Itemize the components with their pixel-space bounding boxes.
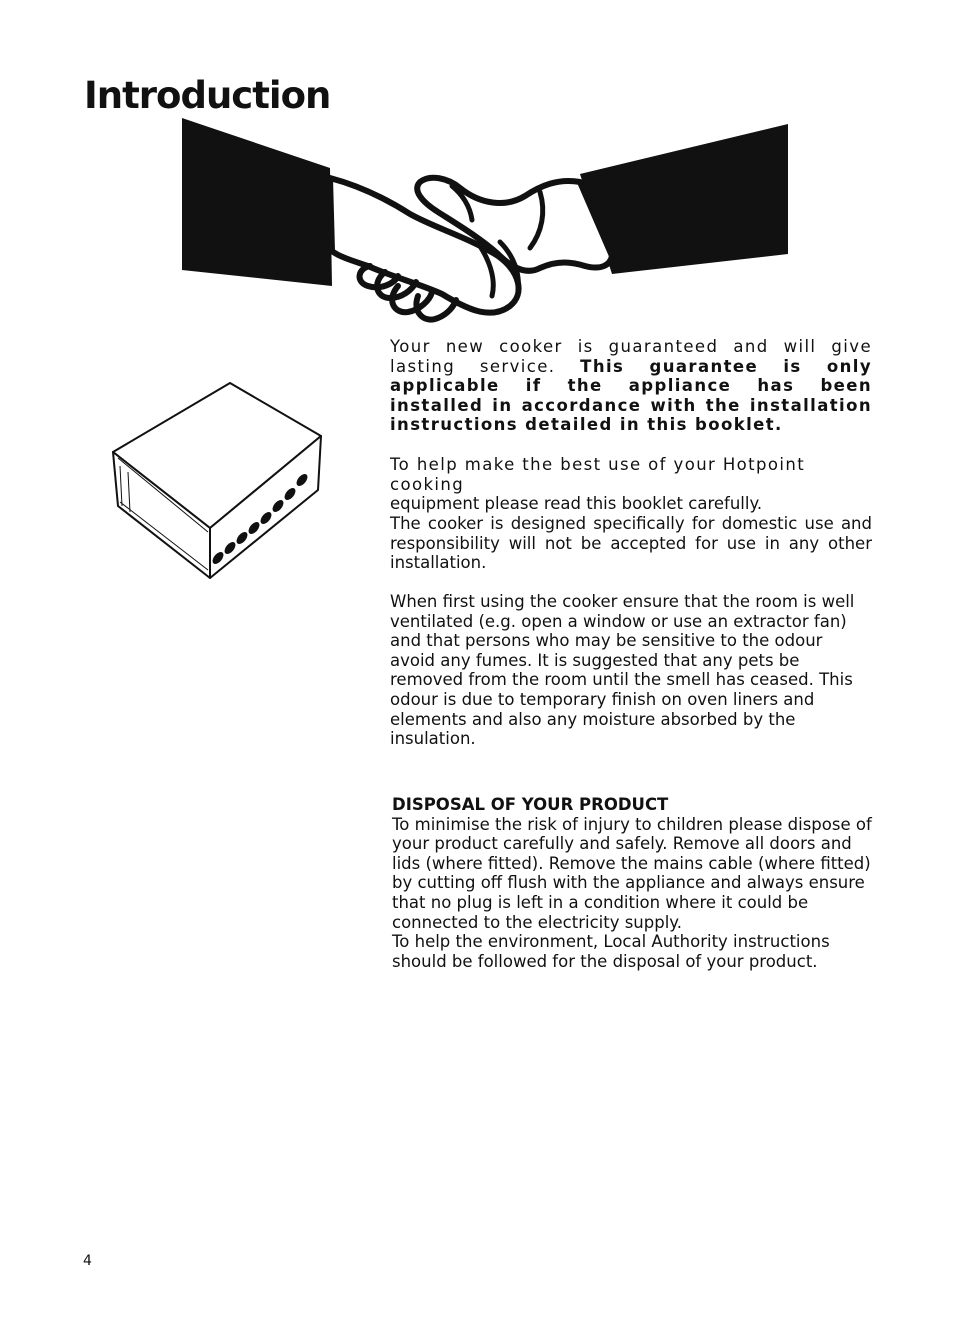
page-number: 4 [83, 1253, 92, 1269]
guarantee-text: Your new cooker is guaranteed and will give lasting service. [390, 337, 872, 376]
page-title: Introduction [84, 74, 331, 117]
first-use-text: When first using the cooker ensure that the room is well ventilated (e.g. open a window or use an extractor fan) and that persons who may be sensitive to the odour avoid any fumes. It is suggested that any pets be removed from the room until the smell has ceased. This odour is due to temporary finish on oven liners and elements and also any moisture absorbed by the insulation. [390, 592, 855, 749]
first-use-paragraph [390, 592, 872, 749]
domestic-use-text: The cooker is designed specifically for domestic use and responsibility will not be accepted for use in any other installation. [390, 514, 872, 573]
usage-paragraph [390, 455, 872, 514]
disposal-heading: DISPOSAL OF YOUR PRODUCT [392, 795, 669, 814]
booklet-illustration [108, 380, 328, 589]
disposal-environment-note: To help the environment, Local Authority instructions should be followed for the disposal of your product. [392, 932, 830, 971]
guarantee-paragraph [390, 337, 872, 435]
usage-line-2: equipment please read this booklet carefully. [390, 494, 763, 514]
usage-line-1: To help make the best use of your Hotpoint cooking [390, 455, 806, 494]
handshake-illustration [180, 116, 792, 336]
disposal-section [392, 795, 872, 971]
disposal-body: To minimise the risk of injury to children please dispose of your product carefully and safely. Remove all doors and lids (where fitted). Remove the mains cable (where fitted) by cutting off flush with the appliance and always ensure that no plug is left in a condition where it could be connected to the electricity supply. [392, 814, 872, 932]
guarantee-condition-text: This guarantee is only applicable if the appliance has been installed in accordance with the installation instructions detailed in this booklet. [390, 356, 872, 435]
domestic-use-paragraph [390, 514, 872, 573]
